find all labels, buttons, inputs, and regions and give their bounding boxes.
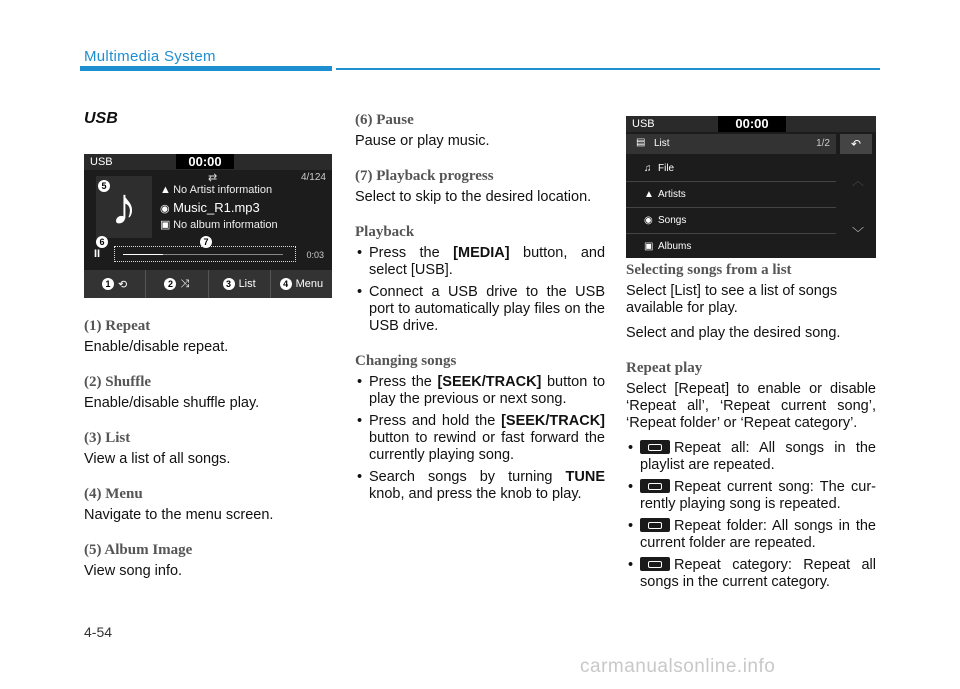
artist-text: No Artist information bbox=[173, 184, 273, 196]
select-text-1: Select [List] to see a list of songs available for play. bbox=[626, 283, 838, 316]
tune-key: TUNE bbox=[565, 469, 605, 485]
select-text-2: Select and play the desired song. bbox=[626, 325, 841, 341]
seek-key: [SEEK/TRACK] bbox=[501, 413, 605, 429]
item-menu bbox=[84, 486, 334, 524]
back-button[interactable] bbox=[840, 134, 872, 154]
screen-top-bar bbox=[84, 154, 332, 170]
pause-button[interactable]: II bbox=[94, 248, 101, 260]
text: button to rewind or fast forward the currently playing song. bbox=[369, 430, 605, 463]
item-label: Songs bbox=[658, 215, 687, 226]
clock: 00:00 bbox=[176, 154, 234, 169]
item-repeat bbox=[84, 318, 334, 356]
album-icon: ▣ bbox=[644, 241, 654, 252]
song-line bbox=[160, 200, 260, 215]
list-label: List bbox=[238, 278, 256, 290]
list-item: • Connect a USB drive to the USB port to automatically play files on the USB drive. bbox=[355, 284, 605, 335]
item-label: Albums bbox=[658, 241, 692, 252]
list-item bbox=[355, 469, 605, 503]
text: Repeat all: All songs in the playlist are repeated. bbox=[640, 440, 876, 473]
text: View a list of all songs. bbox=[84, 451, 231, 467]
source-label: USB bbox=[90, 156, 113, 168]
heading: (4) Menu bbox=[84, 486, 143, 502]
repeat-text: Select [Repeat] to enable or disable ‘Repeat all’, ‘Repeat current song’, ‘Repeat folder’ or ‘Repeat category’. bbox=[626, 381, 876, 431]
usb-list-screen bbox=[626, 116, 876, 258]
text: Enable/disable shuffle play. bbox=[84, 395, 260, 411]
person-icon: ▲ bbox=[644, 189, 654, 200]
item-list bbox=[84, 430, 334, 468]
callout-2: 2 bbox=[164, 278, 176, 290]
pause-text: Pause or play music. bbox=[355, 133, 490, 149]
repeat-folder-icon bbox=[640, 518, 670, 532]
text: Repeat folder: All songs in the current folder are repeated. bbox=[640, 518, 876, 551]
list-item-albums[interactable] bbox=[626, 234, 836, 258]
item-label: File bbox=[658, 163, 675, 174]
music-note-icon: ♫ bbox=[644, 163, 652, 174]
changing-list bbox=[355, 374, 605, 503]
text: Repeat current song: The cur-rently playing song is repeated. bbox=[640, 479, 876, 512]
pause-heading: (6) Pause bbox=[355, 112, 414, 128]
playback-heading: Playback bbox=[355, 224, 415, 240]
repeat-all-icon bbox=[640, 440, 670, 454]
shuffle-button[interactable] bbox=[146, 270, 208, 298]
text: Press the bbox=[369, 374, 438, 390]
text: button to play the previous or next song. bbox=[369, 374, 606, 407]
artist-line bbox=[160, 184, 272, 196]
text: Repeat category: Repeat all songs in the current category. bbox=[640, 557, 876, 590]
usb-playback-screen bbox=[84, 154, 332, 298]
play-time: 0:03 bbox=[306, 250, 324, 260]
menu-button[interactable] bbox=[271, 270, 332, 298]
item-label: Artists bbox=[658, 189, 686, 200]
menu-label: Menu bbox=[295, 278, 324, 290]
list-item bbox=[355, 245, 605, 279]
text: Enable/disable repeat. bbox=[84, 339, 229, 355]
disc-icon: ◉ bbox=[160, 203, 170, 215]
column-3 bbox=[626, 262, 876, 599]
column-2 bbox=[355, 112, 605, 511]
heading: (5) Album Image bbox=[84, 542, 193, 558]
list-item-file[interactable] bbox=[626, 156, 836, 182]
media-key: [MEDIA] bbox=[453, 245, 510, 261]
header-rule bbox=[336, 68, 880, 70]
repeat-category-icon bbox=[640, 557, 670, 571]
repeat-folder-item bbox=[626, 518, 876, 552]
list-item bbox=[355, 374, 605, 408]
progress-heading: (7) Playback progress bbox=[355, 168, 494, 184]
repeat-icon: ⟲ bbox=[118, 278, 128, 291]
callout-5: 5 bbox=[98, 180, 110, 192]
text: knob, and press the knob to play. bbox=[369, 486, 582, 502]
repeat-heading: Repeat play bbox=[626, 360, 703, 376]
page-number: 4-54 bbox=[84, 624, 113, 640]
repeat-modes-list bbox=[626, 440, 876, 591]
changing-heading: Changing songs bbox=[355, 353, 457, 369]
clock: 00:00 bbox=[718, 116, 786, 132]
progress-bar[interactable] bbox=[114, 246, 296, 262]
song-title: Music_R1.mp3 bbox=[173, 200, 260, 215]
disc-icon: ◉ bbox=[644, 215, 653, 226]
seek-key: [SEEK/TRACK] bbox=[437, 374, 542, 390]
item-album-image bbox=[84, 542, 334, 580]
album-text: No album information bbox=[173, 219, 278, 231]
person-icon: ▲ bbox=[160, 184, 171, 196]
track-count: 4/124 bbox=[300, 172, 326, 183]
callout-6: 6 bbox=[96, 236, 108, 248]
section-title: USB bbox=[84, 110, 118, 127]
heading: (1) Repeat bbox=[84, 318, 151, 334]
list-item-artists[interactable] bbox=[626, 182, 836, 208]
page-indicator: 1/2 bbox=[816, 138, 830, 149]
repeat-all-item bbox=[626, 440, 876, 474]
repeat-one-icon bbox=[640, 479, 670, 493]
text: Search songs by turning bbox=[369, 469, 566, 485]
music-note-icon: ♪ bbox=[111, 178, 137, 236]
heading: (2) Shuffle bbox=[84, 374, 152, 390]
repeat-song-item bbox=[626, 479, 876, 513]
progress-text: Select to skip to the desired location. bbox=[355, 189, 592, 205]
text: button, and select [USB]. bbox=[369, 245, 606, 278]
watermark: carmanualsonline.info bbox=[580, 656, 776, 677]
text: Navigate to the menu screen. bbox=[84, 507, 274, 523]
column-1 bbox=[84, 318, 334, 588]
heading: (3) List bbox=[84, 430, 131, 446]
callout-4: 4 bbox=[280, 278, 292, 290]
progress-fill bbox=[123, 254, 163, 255]
header-bar bbox=[80, 66, 332, 71]
select-heading: Selecting songs from a list bbox=[626, 262, 792, 278]
control-bar bbox=[84, 270, 332, 298]
list-item-songs[interactable] bbox=[626, 208, 836, 234]
scroll-down-icon[interactable]: ﹀ bbox=[851, 226, 864, 240]
list-title: List bbox=[654, 138, 670, 149]
list-icon: ▤ bbox=[636, 137, 646, 148]
scroll-up-icon[interactable]: ︿ bbox=[851, 174, 864, 188]
album-line bbox=[160, 218, 278, 231]
list-button[interactable] bbox=[209, 270, 271, 298]
text: Press the bbox=[369, 245, 454, 261]
callout-1: 1 bbox=[102, 278, 114, 290]
playback-list bbox=[355, 245, 605, 335]
screen-top-bar bbox=[626, 116, 876, 132]
repeat-category-item bbox=[626, 557, 876, 591]
callout-7: 7 bbox=[200, 236, 212, 248]
header-title: Multimedia System bbox=[84, 48, 216, 65]
callout-3: 3 bbox=[223, 278, 235, 290]
repeat-status-icon: ⇄ bbox=[208, 172, 218, 184]
text: Press and hold the bbox=[369, 413, 502, 429]
album-icon: ▣ bbox=[160, 219, 171, 231]
text: View song info. bbox=[84, 563, 183, 579]
list-item bbox=[355, 413, 605, 464]
shuffle-icon: ⤨ bbox=[180, 277, 190, 290]
list-header bbox=[626, 134, 836, 154]
item-shuffle bbox=[84, 374, 334, 412]
source-label: USB bbox=[632, 118, 655, 130]
back-icon: ↶ bbox=[850, 137, 862, 151]
repeat-button[interactable] bbox=[84, 270, 146, 298]
